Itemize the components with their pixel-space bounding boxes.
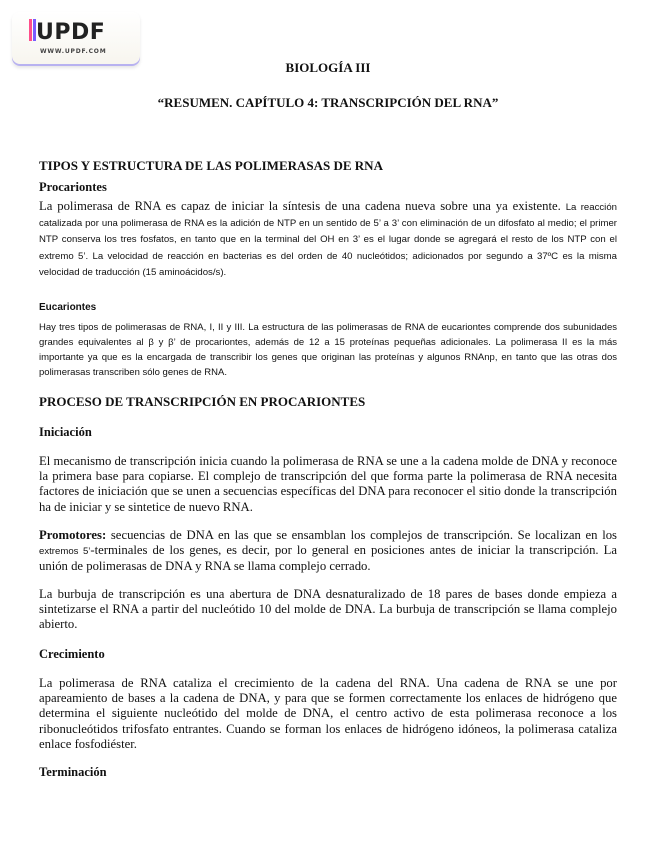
section-heading-tipos: TIPOS Y ESTRUCTURA DE LAS POLIMERASAS DE RNA [39, 158, 383, 173]
paragraph-iniciacion-1: El mecanismo de transcripción inicia cuando la polimerasa de RNA se une a la cadena molde de DNA y reconoce la primera base para copiarse. El complejo de transcripción del que forma parte la polimerasa de RNA necesita factores de iniciación que se unen a secuencias específicas del DNA para reconocer el sitio donde la transcripción ha de iniciar y se sintetice de nuevo RNA. [39, 454, 617, 514]
subheading-iniciacion: Iniciación [39, 425, 92, 439]
logo-url: WWW.UPDF.COM [40, 48, 107, 55]
subheading-eucariontes: Eucariontes [39, 302, 97, 313]
updf-watermark-logo [12, 12, 140, 66]
promotores-label: Promotores: [39, 528, 107, 542]
paragraph-burbuja: La burbuja de transcripción es una abertura de DNA desnaturalizado de 18 pares de bases donde empieza a sintetizarse el RNA a partir del nucleótido 10 del molde de DNA. La burbuja de transcripción se llama complejo abierto. [39, 587, 617, 632]
document-title: “RESUMEN. CAPÍTULO 4: TRANSCRIPCIÓN DEL RNA” [157, 95, 499, 110]
section-heading-proceso: PROCESO DE TRANSCRIPCIÓN EN PROCARIONTES [39, 394, 366, 409]
promotores-text-a: secuencias de DNA en las que se ensamblan los complejos de transcripción. Se localizan en los [106, 528, 617, 542]
procariontes-lead: La polimerasa de RNA es capaz de iniciar la síntesis de una cadena nueva sobre una ya existente. [39, 199, 561, 213]
subheading-terminacion: Terminación [39, 765, 107, 779]
paragraph-procariontes [39, 199, 617, 280]
paragraph-crecimiento: La polimerasa de RNA cataliza el crecimiento de la cadena del RNA. Una cadena de RNA se une por apareamiento de bases a la cadena de DNA, y para que se formen correctamente los enlaces de hidrógeno que determina el siguiente nucleótido del molde de DNA, el centro activo de esta polimerasa reconoce a los ribonucleótidos trifosfato entrantes. Cuando se forman los enlaces de hidrógeno idóneos, la polimerasa cataliza enlace fosfodiéster. [39, 676, 617, 751]
logo-wordmark: UPDF [36, 20, 106, 45]
logo-bar-pink [29, 19, 32, 41]
procariontes-rest: La reacción catalizada por una polimerasa de RNA es la adición de NTP en un sentido de 5’ a 3’ con eliminación de un difosfato al medio; el primer NTP conserva los tres fosfatos, en tanto que en la terminal del OH en 3’ es el lugar donde se agregará el resto de los NTP con el extremo 5’. La velocidad de reacción en bacterias es del orden de 40 nucleótidos; adicionados por segundo a 37ºC es la misma velocidad de traducción (15 aminoácidos/s). [39, 202, 617, 278]
subheading-procariontes: Procariontes [39, 180, 107, 194]
paragraph-eucariontes: Hay tres tipos de polimerasas de RNA, I, II y III. La estructura de las polimerasas de RNA de eucariontes comprende dos subunidades grandes equivalentes al β y β’ de procariontes, además de 12 a 15 proteínas pequeñas adicionales. La polimerasa II es la más importante ya que es la encargada de transcribir los genes que originan las proteínas y algunos RNAnp, en tanto que las otras dos polimerasas transcriben sólo genes de RNA. [39, 322, 617, 378]
subheading-crecimiento: Crecimiento [39, 647, 105, 661]
paragraph-promotores [39, 528, 617, 575]
promotores-text-b: extremos 5’ [39, 546, 91, 558]
promotores-text-c: -terminales de los genes, es decir, por lo general en posiciones antes de iniciar la transcripción. La unión de polimerasas de DNA y RNA se llama complejo cerrado. [39, 543, 617, 574]
course-title: BIOLOGÍA III [285, 60, 371, 75]
